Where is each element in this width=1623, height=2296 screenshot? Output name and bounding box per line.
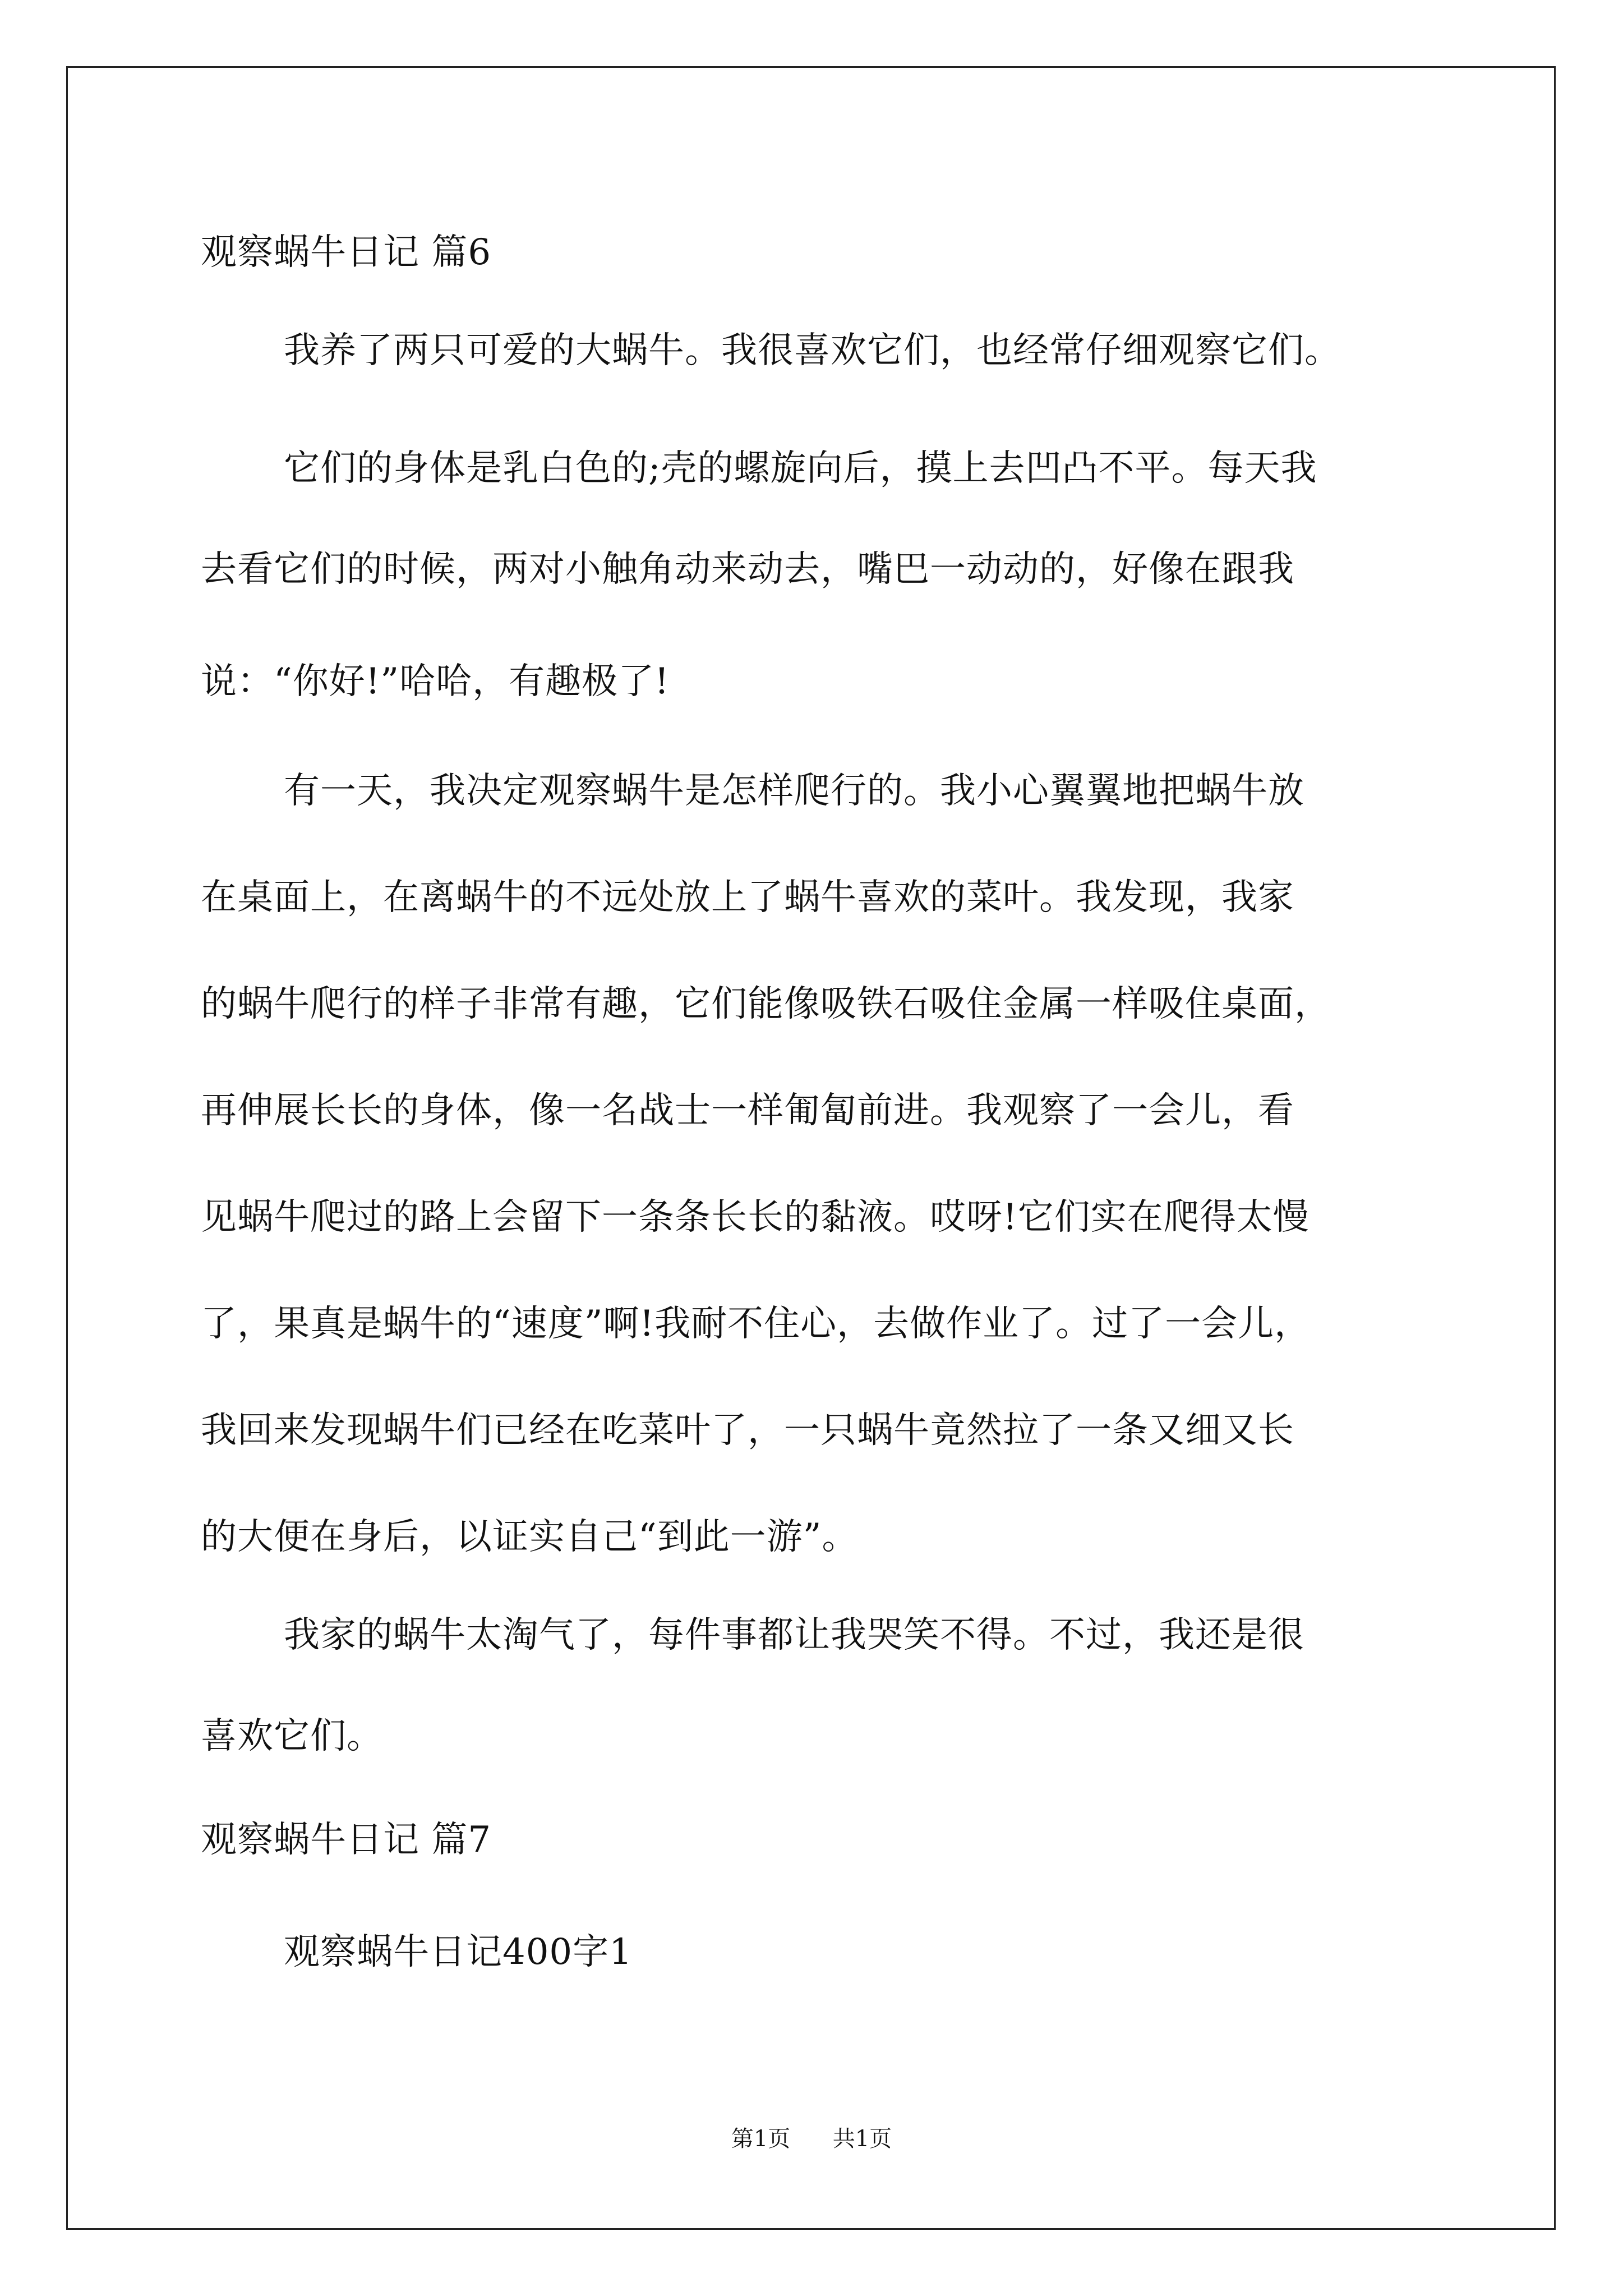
page-footer — [0, 2125, 1623, 2153]
paragraph-line: 喜欢它们。 — [201, 1715, 383, 1757]
paragraph-line: 有一天，我决定观察蜗牛是怎样爬行的。我小心翼翼地把蜗牛放 — [284, 770, 1304, 812]
paragraph-line: 去看它们的时候，两对小触角动来动去，嘴巴一动动的，好像在跟我 — [201, 549, 1294, 590]
section-title-6: 观察蜗牛日记 篇6 — [201, 232, 492, 273]
page-number-current: 第1页 — [731, 2126, 791, 2152]
paragraph-line: 再伸展长长的身体，像一名战士一样匍匐前进。我观察了一会儿，看 — [201, 1090, 1294, 1131]
paragraph-line: 我养了两只可爱的大蜗牛。我很喜欢它们，也经常仔细观察它们。 — [284, 330, 1341, 371]
paragraph-line: 观察蜗牛日记400字1 — [284, 1931, 633, 1973]
paragraph-line: 说：“你好!”哈哈，有趣极了! — [201, 661, 670, 702]
page-border — [66, 66, 1556, 2230]
paragraph-line: 我回来发现蜗牛们已经在吃菜叶了，一只蜗牛竟然拉了一条又细又长 — [201, 1410, 1294, 1451]
section-title-7: 观察蜗牛日记 篇7 — [201, 1819, 492, 1861]
paragraph-line: 在桌面上，在离蜗牛的不远处放上了蜗牛喜欢的菜叶。我发现，我家 — [201, 877, 1294, 918]
paragraph-line: 了，果真是蜗牛的“速度”啊!我耐不住心，去做作业了。过了一会儿， — [201, 1303, 1311, 1345]
page-number-total: 共1页 — [832, 2126, 892, 2152]
paragraph-line: 见蜗牛爬过的路上会留下一条条长长的黏液。哎呀!它们实在爬得太慢 — [201, 1197, 1310, 1238]
paragraph-line: 我家的蜗牛太淘气了，每件事都让我哭笑不得。不过，我还是很 — [284, 1614, 1304, 1656]
paragraph-line: 的大便在身后，以证实自己“到此一游”。 — [201, 1516, 859, 1558]
paragraph-line: 它们的身体是乳白色的;壳的螺旋向后，摸上去凹凸不平。每天我 — [284, 448, 1317, 489]
paragraph-line: 的蜗牛爬行的样子非常有趣，它们能像吸铁石吸住金属一样吸住桌面， — [201, 983, 1331, 1025]
